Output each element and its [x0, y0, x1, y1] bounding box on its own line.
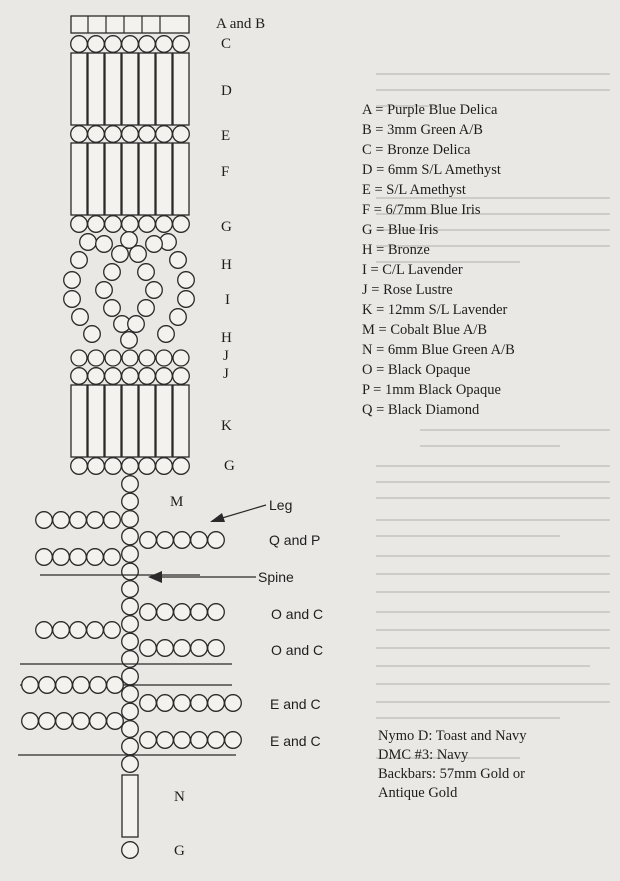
bead-tube-n — [122, 775, 138, 837]
bead-spine — [122, 616, 139, 633]
bead-tube-d — [71, 53, 87, 125]
bead-tube-k — [139, 385, 155, 457]
bead-g — [105, 458, 122, 475]
bead-leg — [140, 695, 157, 712]
bead-leg — [208, 532, 225, 549]
bead-tube-f — [139, 143, 155, 215]
bead-tube-f — [105, 143, 121, 215]
bead-g-bottom — [122, 842, 139, 859]
bead-leg — [208, 640, 225, 657]
bead-g — [88, 458, 105, 475]
bead-spine — [122, 546, 139, 563]
label-e-and-c-1: E and C — [270, 696, 321, 712]
bead-j — [139, 368, 156, 385]
bead-leg — [225, 732, 242, 749]
bead-tube-d — [173, 53, 189, 125]
bead-spine — [122, 528, 139, 545]
label-h-top: H — [221, 257, 232, 273]
bead-h — [121, 332, 138, 349]
bead-leg — [157, 695, 174, 712]
bead-e — [71, 126, 88, 143]
bead-inner — [104, 264, 121, 281]
bead-diagram — [18, 16, 241, 858]
note-nymo: Nymo D: Toast and Navy — [378, 728, 527, 744]
bead-spine — [122, 563, 139, 580]
label-a-and-b: A and B — [216, 16, 266, 32]
bead-spine — [122, 493, 139, 510]
bead-tube-f — [71, 143, 87, 215]
bead-leg — [53, 622, 70, 639]
legend-item-g: G = Blue Iris — [362, 222, 439, 238]
bead-g — [156, 216, 173, 233]
bead-g — [173, 216, 190, 233]
bead-j — [173, 368, 190, 385]
bead-j — [71, 368, 88, 385]
bead-tube-k — [122, 385, 138, 457]
bead-leg — [208, 732, 225, 749]
label-j-top: J — [223, 348, 229, 364]
bead-tube-k — [105, 385, 121, 457]
label-n: N — [174, 789, 185, 805]
bead-e — [122, 126, 139, 143]
bead-c — [156, 36, 173, 53]
bead-spine — [122, 651, 139, 668]
bead-j — [139, 350, 155, 366]
bead-g — [173, 458, 190, 475]
bead-tube-k — [88, 385, 104, 457]
label-g-middle: G — [224, 458, 235, 474]
bead-j — [88, 350, 104, 366]
bead-leg — [70, 622, 87, 639]
bead-leg — [90, 677, 107, 694]
bead-loop — [84, 326, 101, 343]
bead-g — [122, 458, 139, 475]
bead-g — [71, 458, 88, 475]
label-g-top: G — [221, 219, 232, 235]
bead-leg — [36, 512, 53, 529]
bead-leg — [191, 640, 208, 657]
bead-tube-f — [156, 143, 172, 215]
bead-inner — [104, 300, 121, 317]
bead-leg — [53, 549, 70, 566]
note-dmc: DMC #3: Navy — [378, 747, 469, 763]
bead-leg — [140, 640, 157, 657]
label-k: K — [221, 418, 232, 434]
legend-item-o: O = Black Opaque — [362, 362, 471, 378]
bead-j — [71, 350, 87, 366]
legend-item-a: A = Purple Blue Delica — [362, 102, 498, 118]
bead-g — [122, 216, 139, 233]
bead-e — [139, 126, 156, 143]
label-e: E — [221, 128, 231, 144]
bead-g — [139, 216, 156, 233]
label-q-and-p: Q and P — [269, 532, 321, 548]
leg-arrow-head — [210, 513, 225, 522]
bead-spine — [122, 633, 139, 650]
bead-e — [173, 126, 190, 143]
bead-loop — [170, 252, 187, 269]
bead-leg — [191, 604, 208, 621]
bead-leg — [104, 622, 121, 639]
bead-leg — [225, 695, 242, 712]
bead-g — [139, 458, 156, 475]
bead-c — [173, 36, 190, 53]
label-spine: Spine — [258, 569, 294, 585]
bead-leg — [174, 695, 191, 712]
bead-e — [105, 126, 122, 143]
legend-item-e: E = S/L Amethyst — [362, 182, 466, 198]
bead-loop — [178, 291, 195, 308]
legend-item-b: B = 3mm Green A/B — [362, 122, 483, 138]
bead-c — [105, 36, 122, 53]
bead-leg — [70, 512, 87, 529]
bead-tube-k — [156, 385, 172, 457]
bead-leg — [39, 713, 56, 730]
label-i: I — [225, 292, 230, 308]
bead-j — [105, 350, 121, 366]
bead-leg — [208, 604, 225, 621]
bead-leg — [174, 604, 191, 621]
materials-notes — [378, 727, 527, 803]
bead-loop — [158, 326, 175, 343]
bead-inner — [96, 282, 113, 299]
bead-loop — [64, 291, 81, 308]
bead-j — [156, 350, 172, 366]
bead-leg — [53, 512, 70, 529]
bead-e — [88, 126, 105, 143]
bead-leg — [73, 677, 90, 694]
legend-item-d: D = 6mm S/L Amethyst — [362, 162, 501, 178]
label-o-and-c-2: O and C — [271, 642, 324, 658]
bead-leg — [104, 549, 121, 566]
bead-leg — [36, 549, 53, 566]
label-o-and-c-1: O and C — [271, 606, 324, 622]
bead-spine — [122, 703, 139, 720]
bead-spine — [122, 511, 139, 528]
bead-g — [156, 458, 173, 475]
bead-tube-k — [173, 385, 189, 457]
bead-tube-f — [122, 143, 138, 215]
legend-item-m: M = Cobalt Blue A/B — [362, 322, 487, 338]
bead-c — [139, 36, 156, 53]
bead-leg — [22, 677, 39, 694]
bead-leg — [87, 622, 104, 639]
bead-c — [71, 36, 88, 53]
bead-tube-k — [71, 385, 87, 457]
bead-h — [121, 232, 138, 249]
label-h-bottom: H — [221, 330, 232, 346]
bead-leg — [208, 695, 225, 712]
bead-leg — [191, 695, 208, 712]
bead-leg — [107, 713, 124, 730]
bead-leg — [191, 532, 208, 549]
bead-spine — [122, 686, 139, 703]
bead-leg — [22, 713, 39, 730]
bead-inner — [138, 300, 155, 317]
bead-spine — [122, 668, 139, 685]
legend-item-k: K = 12mm S/L Lavender — [362, 302, 508, 318]
bead-leg — [87, 549, 104, 566]
bead-leg — [70, 549, 87, 566]
bead-leg — [104, 512, 121, 529]
bead-tube-d — [139, 53, 155, 125]
legend-item-n: N = 6mm Blue Green A/B — [362, 342, 515, 358]
bead-leg — [174, 640, 191, 657]
bead-c — [122, 36, 139, 53]
bead-loop — [146, 236, 163, 253]
legend-item-h: H = Bronze — [362, 242, 430, 258]
label-j-bottom: J — [223, 366, 229, 382]
label-f: F — [221, 164, 230, 180]
legend-item-c: C = Bronze Delica — [362, 142, 471, 158]
bead-g — [105, 216, 122, 233]
legend-item-q: Q = Black Diamond — [362, 402, 480, 418]
bead-loop — [96, 236, 113, 253]
bead-leg — [174, 732, 191, 749]
bead-loop — [71, 252, 88, 269]
note-backbars: Backbars: 57mm Gold or — [378, 766, 525, 782]
bead-loop — [170, 309, 187, 326]
legend-item-j: J = Rose Lustre — [362, 282, 453, 298]
bead-leg — [191, 732, 208, 749]
bead-spine — [122, 476, 139, 493]
bead-leg — [107, 677, 124, 694]
bead-spine — [122, 756, 139, 773]
bead-leg — [174, 532, 191, 549]
bead-tube-d — [156, 53, 172, 125]
bead-j — [173, 350, 189, 366]
bead-leg — [36, 622, 53, 639]
bead-leg — [157, 640, 174, 657]
bead-j — [156, 368, 173, 385]
bead-tube-f — [173, 143, 189, 215]
bead-tube-d — [122, 53, 138, 125]
note-backbars-cont: Antique Gold — [378, 785, 458, 801]
bead-leg — [157, 532, 174, 549]
bead-legend — [362, 100, 515, 420]
bead-c — [88, 36, 105, 53]
bead-spine — [122, 581, 139, 598]
legend-item-i: I = C/L Lavender — [362, 262, 463, 278]
bead-leg — [157, 604, 174, 621]
bead-j — [105, 368, 122, 385]
bead-j — [88, 368, 105, 385]
bead-rect-a-b — [71, 16, 189, 33]
bead-leg — [140, 732, 157, 749]
bead-leg — [87, 512, 104, 529]
label-leg: Leg — [269, 497, 293, 513]
bead-leg — [56, 713, 73, 730]
bead-inner — [146, 282, 163, 299]
legend-item-p: P = 1mm Black Opaque — [362, 382, 501, 398]
bead-e — [156, 126, 173, 143]
legend-item-f: F = 6/7mm Blue Iris — [362, 202, 481, 218]
bead-g — [71, 216, 88, 233]
bead-leg — [140, 532, 157, 549]
bead-inner — [138, 264, 155, 281]
bead-loop — [64, 272, 81, 289]
bead-leg — [140, 604, 157, 621]
bead-leg — [39, 677, 56, 694]
label-g-bottom: G — [174, 843, 185, 859]
bead-j — [122, 368, 139, 385]
bead-leg — [157, 732, 174, 749]
label-d: D — [221, 83, 232, 99]
label-c: C — [221, 36, 232, 52]
bead-spine — [122, 721, 139, 738]
bead-g — [88, 216, 105, 233]
bead-leg — [90, 713, 107, 730]
bead-spine — [122, 738, 139, 755]
bead-inner — [128, 316, 145, 333]
bead-leg — [73, 713, 90, 730]
bead-tube-d — [88, 53, 104, 125]
bead-tube-d — [105, 53, 121, 125]
bead-tube-f — [88, 143, 104, 215]
bead-loop — [72, 309, 89, 326]
spine-arrow-head — [148, 571, 162, 583]
bead-loop — [80, 234, 97, 251]
bead-spine — [122, 598, 139, 615]
bead-leg — [56, 677, 73, 694]
label-e-and-c-2: E and C — [270, 733, 321, 749]
bead-loop — [178, 272, 195, 289]
label-m: M — [170, 494, 184, 510]
bead-j — [122, 350, 138, 366]
